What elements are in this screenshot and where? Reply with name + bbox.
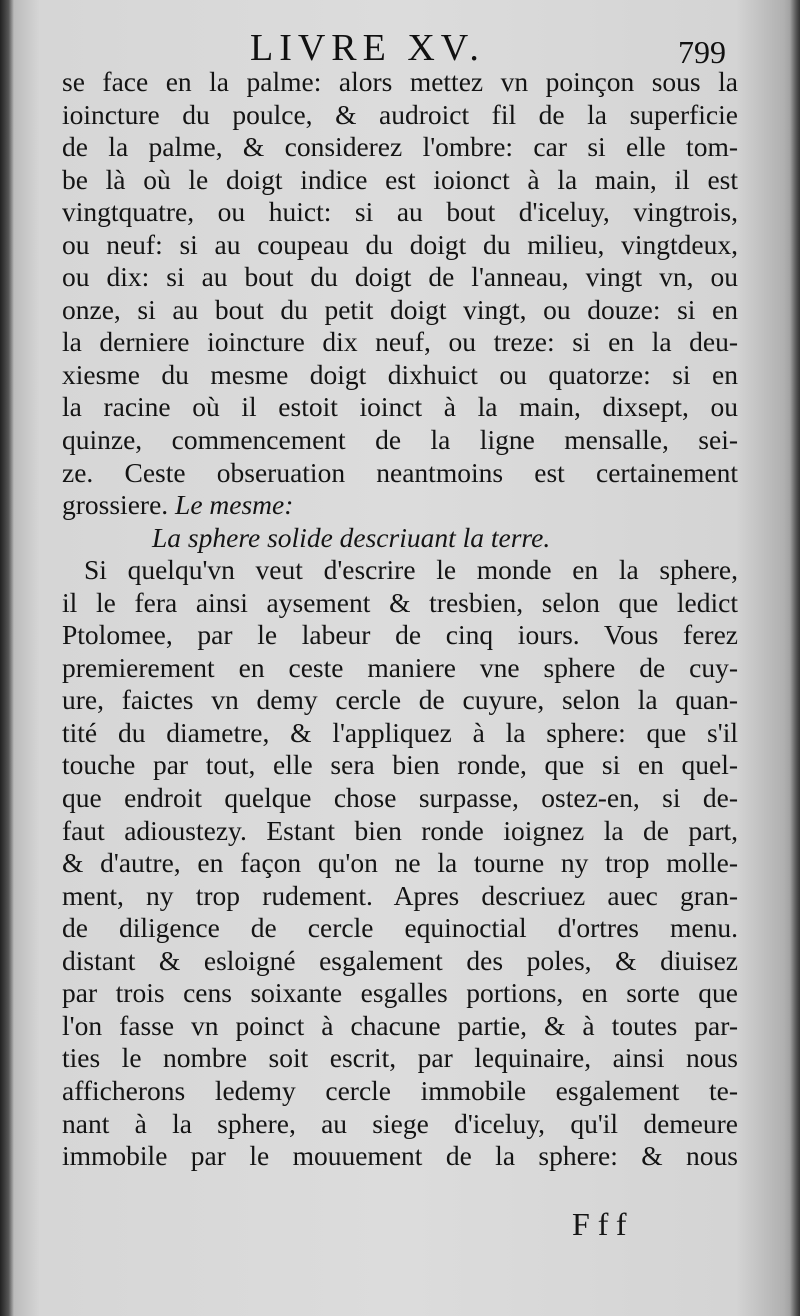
text-line: de la palme, & considerez l'ombre: car si elle tom- xyxy=(62,131,738,163)
text-line: premierement en ceste maniere vne sphere de cuy- xyxy=(62,651,738,683)
text-line: faut adioustezy. Estant bien ronde ioignez la de part, xyxy=(62,814,738,846)
text-line: la racine où il estoit ioinct à la main, dixsept, ou xyxy=(62,391,738,423)
text-line: ioincture du poulce, & audroict fil de la superficie xyxy=(62,98,738,130)
text-line: distant & esloigné esgalement des poles, & diuisez xyxy=(62,944,738,976)
text-line: touche par tout, elle sera bien ronde, que si en quel- xyxy=(62,749,738,781)
text-line: Si quelqu'vn veut d'escrire le monde en la sphere, xyxy=(84,554,738,586)
text-line: tité du diametre, & l'appliquez à la sphere: que s'il xyxy=(62,716,738,748)
signature-mark: Fff xyxy=(572,1206,635,1242)
page-header xyxy=(0,28,800,68)
section-heading: La sphere solide descriuant la terre. xyxy=(152,521,551,553)
text-line: l'on fasse vn poinct à chacune partie, & à toutes par- xyxy=(62,1009,738,1041)
text-line: afficherons ledemy cercle immobile esgalement te- xyxy=(62,1074,738,1106)
text-line: ment, ny trop rudement. Apres descriuez auec gran- xyxy=(62,879,738,911)
text-line: xiesme du mesme doigt dixhuict ou quatorze: si en xyxy=(62,358,738,390)
paragraph-end-line xyxy=(62,489,738,522)
text-line: la derniere ioincture dix neuf, ou treze: si en la deu- xyxy=(62,326,738,358)
page-body xyxy=(62,66,738,1173)
text-line: be là où le doigt indice est ioionct à la main, il est xyxy=(62,163,738,195)
text-line: ou dix: si au bout du doigt de l'anneau, vingt vn, ou xyxy=(62,261,738,293)
page-edge-shadow xyxy=(790,0,800,1316)
text-line: ure, faictes vn demy cercle de cuyure, selon la quan- xyxy=(62,684,738,716)
page-gutter-shadow xyxy=(0,0,14,1316)
text-line: vingtquatre, ou huict: si au bout d'iceluy, vingtrois, xyxy=(62,196,738,228)
text-line: se face en la palme: alors mettez vn poinçon sous la xyxy=(62,66,738,97)
text-line: de diligence de cercle equinoctial d'ortres menu. xyxy=(62,912,738,944)
text-line: quinze, commencement de la ligne mensalle, sei- xyxy=(62,424,738,456)
text-line: & d'autre, en façon qu'on ne la tourne ny trop molle- xyxy=(62,847,738,879)
source-attribution: Le mesme: xyxy=(175,489,294,521)
running-head: LIVRE XV. xyxy=(250,27,485,69)
page-number: 799 xyxy=(678,34,726,70)
text-line: ou neuf: si au coupeau du doigt du milieu, vingtdeux, xyxy=(62,228,738,260)
text-line: nant à la sphere, au siege d'iceluy, qu'il demeure xyxy=(62,1107,738,1139)
text-line: Ptolomee, par le labeur de cinq iours. Vous ferez xyxy=(62,619,738,651)
text-line: que endroit quelque chose surpasse, ostez-en, si de- xyxy=(62,782,738,814)
text-line: ze. Ceste obseruation neantmoins est certainement xyxy=(62,456,738,488)
text-line: il le fera ainsi aysement & tresbien, selon que ledict xyxy=(62,586,738,618)
text-line: par trois cens soixante esgalles portions, en sorte que xyxy=(62,977,738,1009)
text-line: immobile par le mouuement de la sphere: & nous xyxy=(62,1140,738,1172)
text-line: onze, si au bout du petit doigt vingt, ou douze: si en xyxy=(62,293,738,325)
text-line: ties le nombre soit escrit, par lequinaire, ainsi nous xyxy=(62,1042,738,1074)
paragraph-end-text: grossiere. xyxy=(62,489,169,521)
